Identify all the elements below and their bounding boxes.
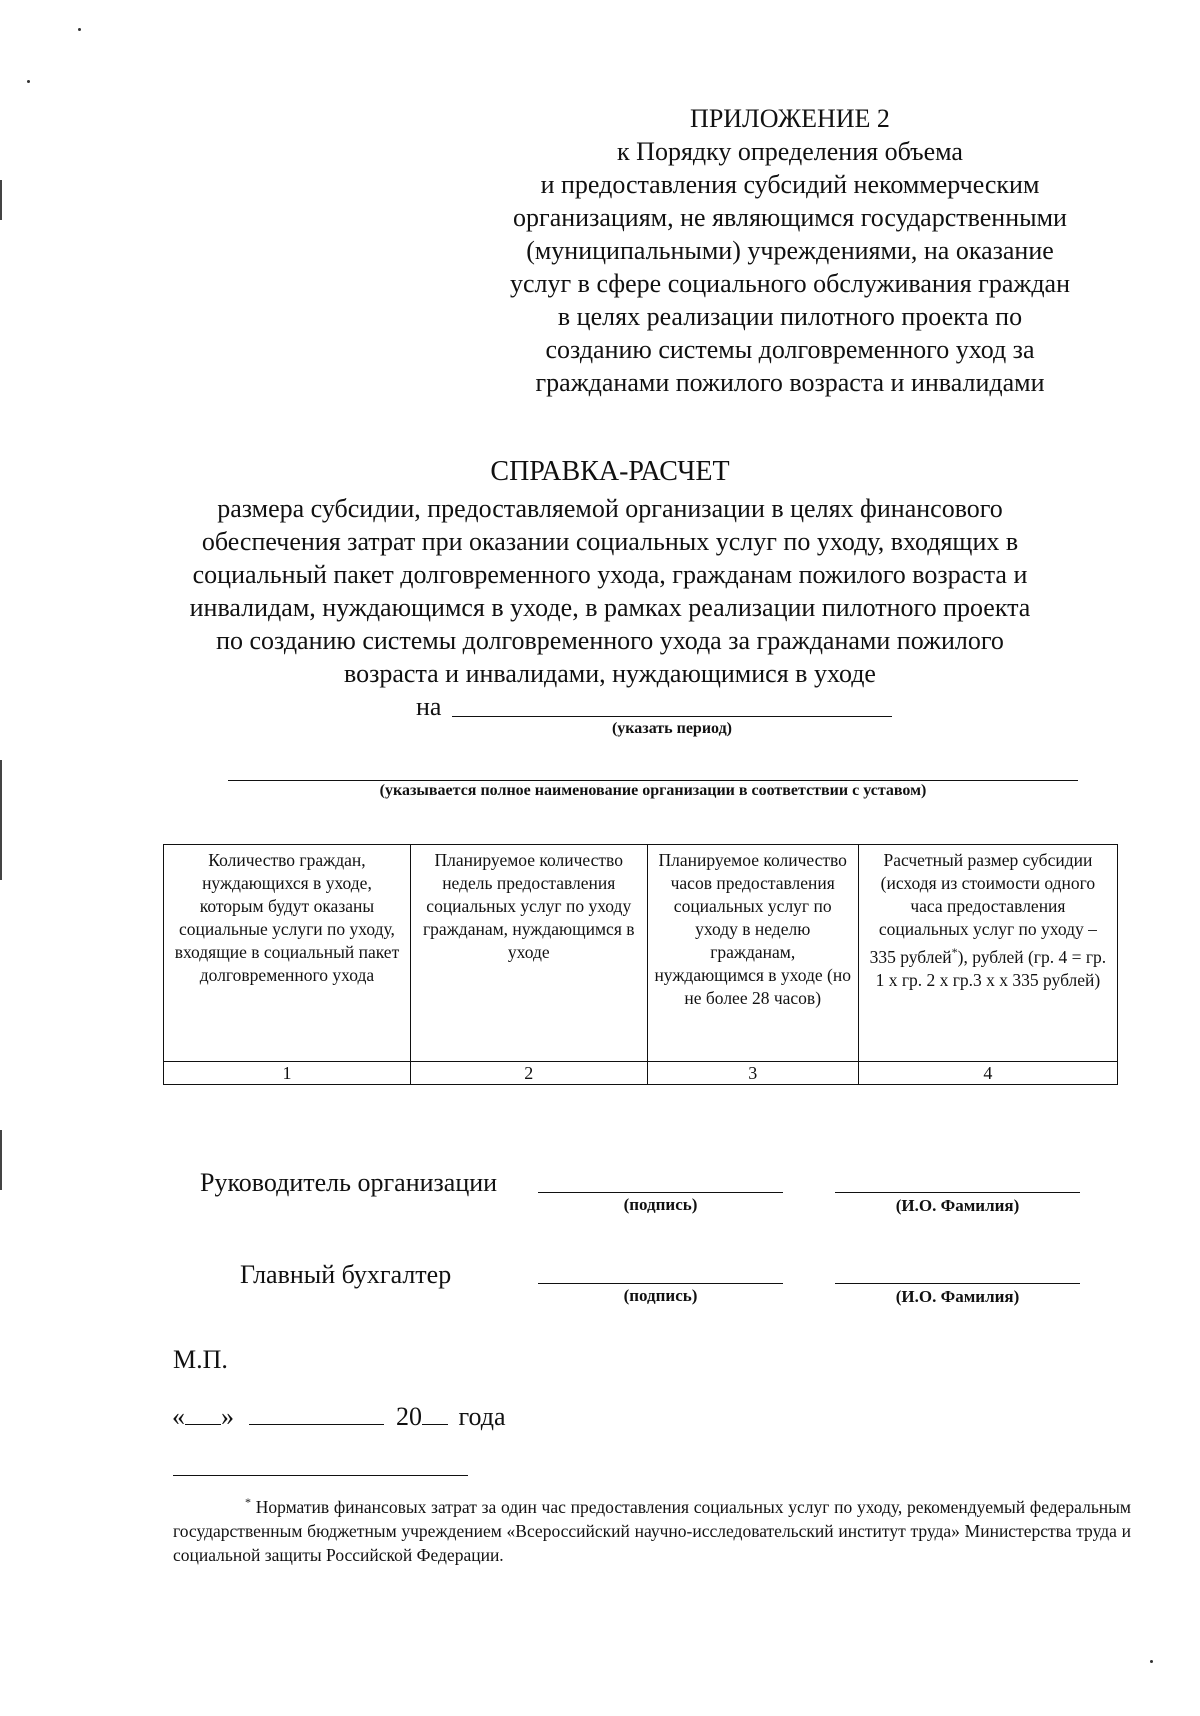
scan-edge-mark: [0, 1130, 2, 1190]
appendix-line: в целях реализации пилотного проекта по: [557, 302, 1023, 331]
date-suffix: года: [458, 1402, 506, 1431]
document-title: СПРАВКА-РАСЧЕТ: [490, 456, 730, 487]
calculation-table: [163, 844, 1118, 1085]
appendix-line: гражданами пожилого возраста и инвалидами: [535, 368, 1045, 397]
subtitle-line: размера субсидии, предоставляемой организации в целях финансового: [217, 494, 1003, 523]
table-header-cell: [858, 845, 1117, 1062]
period-field[interactable]: [452, 716, 892, 717]
footnote-mark: *: [245, 1495, 251, 1509]
column-number: 3: [647, 1062, 858, 1085]
column-number: 4: [858, 1062, 1117, 1085]
scan-speck: [78, 28, 81, 31]
stamp-label: М.П.: [173, 1345, 228, 1374]
accountant-name-hint: (И.О. Фамилия): [895, 1287, 1020, 1306]
subtitle-line: социальный пакет долговременного ухода, гражданам пожилого возраста и: [192, 560, 1028, 589]
period-hint: (указать период): [611, 720, 733, 737]
footnote: [173, 1490, 1131, 1567]
director-signature-field[interactable]: [538, 1192, 783, 1193]
scan-edge-mark: [0, 760, 2, 880]
footnote-text: Норматив финансовых затрат за один час предоставления социальных услуг по уходу, рекомендуемый федеральным государственным бюджетным учреждением «Всероссийский научно-исследовательский институт труда» Министерства труда и социальной защиты Российской Федерации.: [173, 1496, 1132, 1565]
organization-hint: (указывается полное наименование организации в соответствии с уставом): [379, 782, 927, 799]
accountant-signature-field[interactable]: [538, 1283, 783, 1284]
column-number: 1: [164, 1062, 411, 1085]
scan-speck: [27, 80, 30, 83]
director-label: Руководитель организации: [200, 1168, 498, 1197]
appendix-line: к Порядку определения объема: [617, 137, 963, 166]
footnote-mark: *: [951, 945, 958, 959]
appendix-line: созданию системы долговременного уход за: [545, 335, 1035, 364]
header-text: Расчетный размер субсидии (исходя из стоимости одного часа предоставления социальных услуг по уходу – 335 рублей: [869, 850, 1097, 967]
table-header-cell: Планируемое количество часов предоставления социальных услуг по уходу в неделю гражданам, нуждающимся в уходе (но не более 28 часов): [647, 845, 858, 1062]
scan-edge-mark: [0, 180, 2, 220]
footnote-divider: [173, 1475, 468, 1476]
date-open-quote: «: [172, 1402, 185, 1431]
appendix-line: (муниципальными) учреждениями, на оказание: [526, 236, 1054, 265]
document-subtitle: [160, 492, 1060, 690]
accountant-signature-hint: (подпись): [623, 1286, 698, 1305]
day-field[interactable]: [185, 1400, 221, 1425]
director-name-hint: (И.О. Фамилия): [895, 1196, 1020, 1215]
subtitle-line: инвалидам, нуждающимся в уходе, в рамках реализации пилотного проекта: [189, 593, 1031, 622]
footnote-paragraph: [173, 1490, 1131, 1567]
subtitle-line: возраста и инвалидами, нуждающимися в уходе: [344, 659, 876, 688]
accountant-name-field[interactable]: [835, 1283, 1080, 1284]
appendix-heading: ПРИЛОЖЕНИЕ 2: [690, 104, 890, 133]
period-label: на: [416, 692, 442, 721]
appendix-line: и предоставления субсидий некоммерческим: [540, 170, 1040, 199]
organization-field[interactable]: [228, 780, 1078, 781]
year-field[interactable]: [422, 1400, 448, 1425]
appendix-line: организациям, не являющимся государственными: [513, 203, 1067, 232]
header-text: ), рублей (гр. 4 = гр. 1 х гр. 2 х гр.3 х х 335 рублей): [875, 946, 1107, 990]
director-name-field[interactable]: [835, 1192, 1080, 1193]
year-prefix: 20: [396, 1402, 422, 1431]
subtitle-line: по созданию системы долговременного ухода за гражданами пожилого: [216, 626, 1004, 655]
month-field[interactable]: [249, 1400, 384, 1425]
column-number: 2: [410, 1062, 647, 1085]
scan-speck: [1150, 1660, 1153, 1663]
appendix-header: [470, 102, 1110, 399]
accountant-label: Главный бухгалтер: [240, 1260, 452, 1289]
table-header-cell: Планируемое количество недель предоставления социальных услуг по уходу гражданам, нуждающимся в уходе: [410, 845, 647, 1062]
director-signature-hint: (подпись): [623, 1195, 698, 1214]
table-number-row: [164, 1062, 1118, 1085]
table-header-row: [164, 845, 1118, 1062]
subtitle-line: обеспечения затрат при оказании социальных услуг по уходу, входящих в: [201, 527, 1019, 556]
date-close-quote: »: [221, 1402, 234, 1431]
appendix-line: услуг в сфере социального обслуживания граждан: [509, 269, 1071, 298]
date-line: [172, 1400, 506, 1432]
table-header-cell: Количество граждан, нуждающихся в уходе, которым будут оказаны социальные услуги по уходу, входящие в социальный пакет долговременного ухода: [164, 845, 411, 1062]
